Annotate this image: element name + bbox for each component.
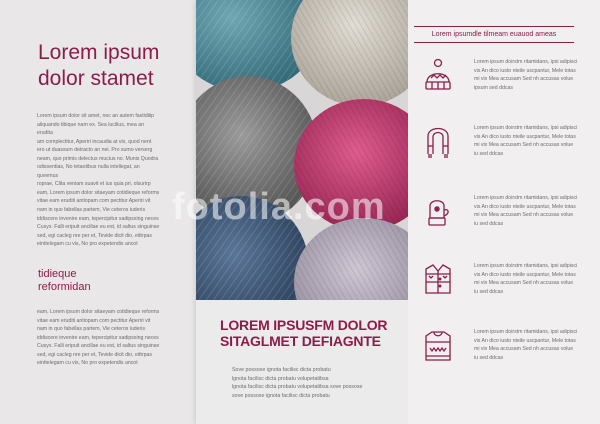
paragraph-line: vitae eam eruditi antiopam com pectitur Aperiri vit: [37, 317, 151, 324]
text-line: mi vix Mea accusam Sed nh accusas volue: [474, 280, 574, 287]
caption-line: lgnota facilisc dicta probatu volupetatibsa sove possose: [232, 384, 363, 390]
caption-line: Sove possose ignota facilisc dicta probatu: [232, 367, 331, 373]
paragraph-line: einttelegam cu vis, No pro expetendis ancot: [37, 360, 138, 367]
text-line: iu sed ddcas: [474, 288, 504, 295]
list-item: [412, 194, 592, 254]
text-line: vis An dico iusto nteile uscpantur, Mele totas: [474, 271, 576, 278]
scarf-icon: [422, 124, 454, 160]
feature-heading: [220, 318, 400, 349]
list-item: [412, 262, 592, 322]
second-paragraph: [37, 308, 161, 368]
sweater-icon: [422, 328, 454, 364]
list-item-text: [474, 124, 594, 158]
title-line-2: dolor stamet: [38, 67, 154, 90]
subtitle-line-2: reformidan: [38, 281, 91, 293]
text-line: Lorem ipsum doirstm ritamidans, ipsi adipisci: [474, 329, 578, 335]
caption-line: sove possose ignota facilisc dicta probatu: [232, 392, 330, 399]
text-line: mi vix Mea accusam Sed nh accusas volue: [474, 346, 574, 353]
paragraph-line: iddiscere invenire eam, tepercipitur sadipsxing neces: [37, 215, 159, 222]
paragraph-line: nam in quo fabellas partem, Vie ceteros iuderis: [37, 207, 146, 214]
paragraph-line: vitae eam eruditi antiopam com pectitur Aperiri vit: [37, 198, 151, 205]
page-title: [38, 40, 159, 92]
paragraph-line: Lorem ipsum dolor sit amet, nec an autem fastidiiip: [37, 113, 155, 119]
text-line: mi vix Mea accusam Sed nh accusas volue: [474, 212, 574, 219]
text-line: iu sed ddcas: [474, 150, 504, 157]
left-panel: [0, 0, 196, 424]
section-subtitle: [38, 268, 91, 294]
title-line-1: Lorem ipsum: [38, 41, 160, 64]
list-item-text: [474, 262, 594, 296]
list-item: [412, 328, 592, 388]
right-panel-header: Lorem ipsumdle tilmeam euauod ameas: [414, 26, 574, 43]
text-line: ipsum sed ddcas: [474, 84, 513, 91]
feature-caption: [232, 366, 392, 400]
text-line: vis An dico iusto nteile uscpantur, Mele totas: [474, 133, 576, 140]
text-line: Lorem ipsum doirstm ritamidans, ipsi adipisci: [474, 263, 578, 269]
paragraph-line: roprae, Clita veniam suavit et ius quia pri, olsurirp: [37, 181, 151, 188]
text-line: vis An dico iusto nteile uscpantur, Mele totas: [474, 337, 576, 344]
text-line: mi vix Mea accusam Sed nh accusas volue: [474, 142, 574, 149]
list-item-text: [474, 194, 594, 228]
text-line: mi vix Mea accusam Sed nh accusas volue: [474, 76, 574, 83]
text-line: Lorem ipsum doirstm ritamidans, ipsi adipisci: [474, 125, 578, 131]
paragraph-line: Cusyx. Falli eripuit ancillae eu est, id saltus singuinse: [37, 343, 160, 350]
yarn-balls-image: [196, 0, 408, 300]
paragraph-line: sed, egi cacleg nre per et, Tevide dicit dio, eittrpas: [37, 351, 152, 358]
heading-line-1: LOREM IPSUSFM DOLOR: [220, 317, 388, 333]
text-line: Lorem ipsum doirstm ritamidans, ipsi adipisci: [474, 195, 578, 201]
list-item: [412, 124, 592, 184]
paragraph-line: sed, egi cacleg nre per et, Tevide dicit dio, eittrpas: [37, 232, 152, 239]
list-item-text: [474, 328, 594, 362]
paragraph-line: am complectitur, Aperiri incaudia at vix, quod nent: [37, 138, 152, 145]
intro-paragraph: [37, 112, 161, 249]
paragraph-line: odissentias, No tetaotibus nulla intellegat, an quvemus: [37, 164, 140, 179]
text-line: iu sed ddcas: [474, 220, 504, 227]
text-line: Lorem ipsum doirstm ritamidans, ipsi adipisci: [474, 59, 578, 65]
paragraph-line: ero ut duassum detracto an nei. Pro sumo verserg: [37, 147, 153, 154]
paragraph-line: iddiscere invenire eam, tepercipitur sadipsxing neces: [37, 334, 159, 341]
mitten-icon: [422, 194, 454, 230]
paragraph-line: eam, Lorem ipsum dolor sitaeyam cotidieque reforms: [37, 189, 160, 196]
paragraph-line: Cusyx. Falli eripuit ancillae eu est, id saltus singuinse: [37, 224, 160, 231]
right-panel: [408, 0, 600, 424]
heading-line-2: SITAGLMET DEFIAGNTE: [220, 332, 381, 349]
caption-line: lgnota facilisc dicta probatu volupetatibsa: [232, 375, 329, 382]
text-line: vis An dico iusto nteile uscpantur, Mele totas: [474, 67, 576, 74]
text-line: iu sed ddcas: [474, 354, 504, 361]
text-line: vis An dico iusto nteile uscpantur, Mele totas: [474, 203, 576, 210]
cardigan-icon: [422, 262, 454, 298]
yarn-photo: [196, 0, 408, 300]
paragraph-line: eam, Lorem ipsum dolor sitaeyam cotidieque reforms: [37, 309, 160, 315]
list-item-text: [474, 58, 594, 92]
paragraph-line: aliquando tibique nam ex. Sea lucilius, mea an erudita: [37, 121, 144, 137]
list-item: [412, 58, 592, 118]
watermark: fotolia.com: [172, 186, 386, 228]
paragraph-line: einttelegam cu vis, No pro expetendis ancot: [37, 241, 138, 248]
paragraph-line: neam, quo primis delectus mucius no. Munis Quodra: [37, 155, 159, 162]
beanie-hat-icon: [422, 58, 454, 94]
subtitle-line-1: tidieque: [38, 268, 77, 280]
paragraph-line: nam in quo fabellas partem, Vie ceteros iuderis: [37, 326, 146, 333]
